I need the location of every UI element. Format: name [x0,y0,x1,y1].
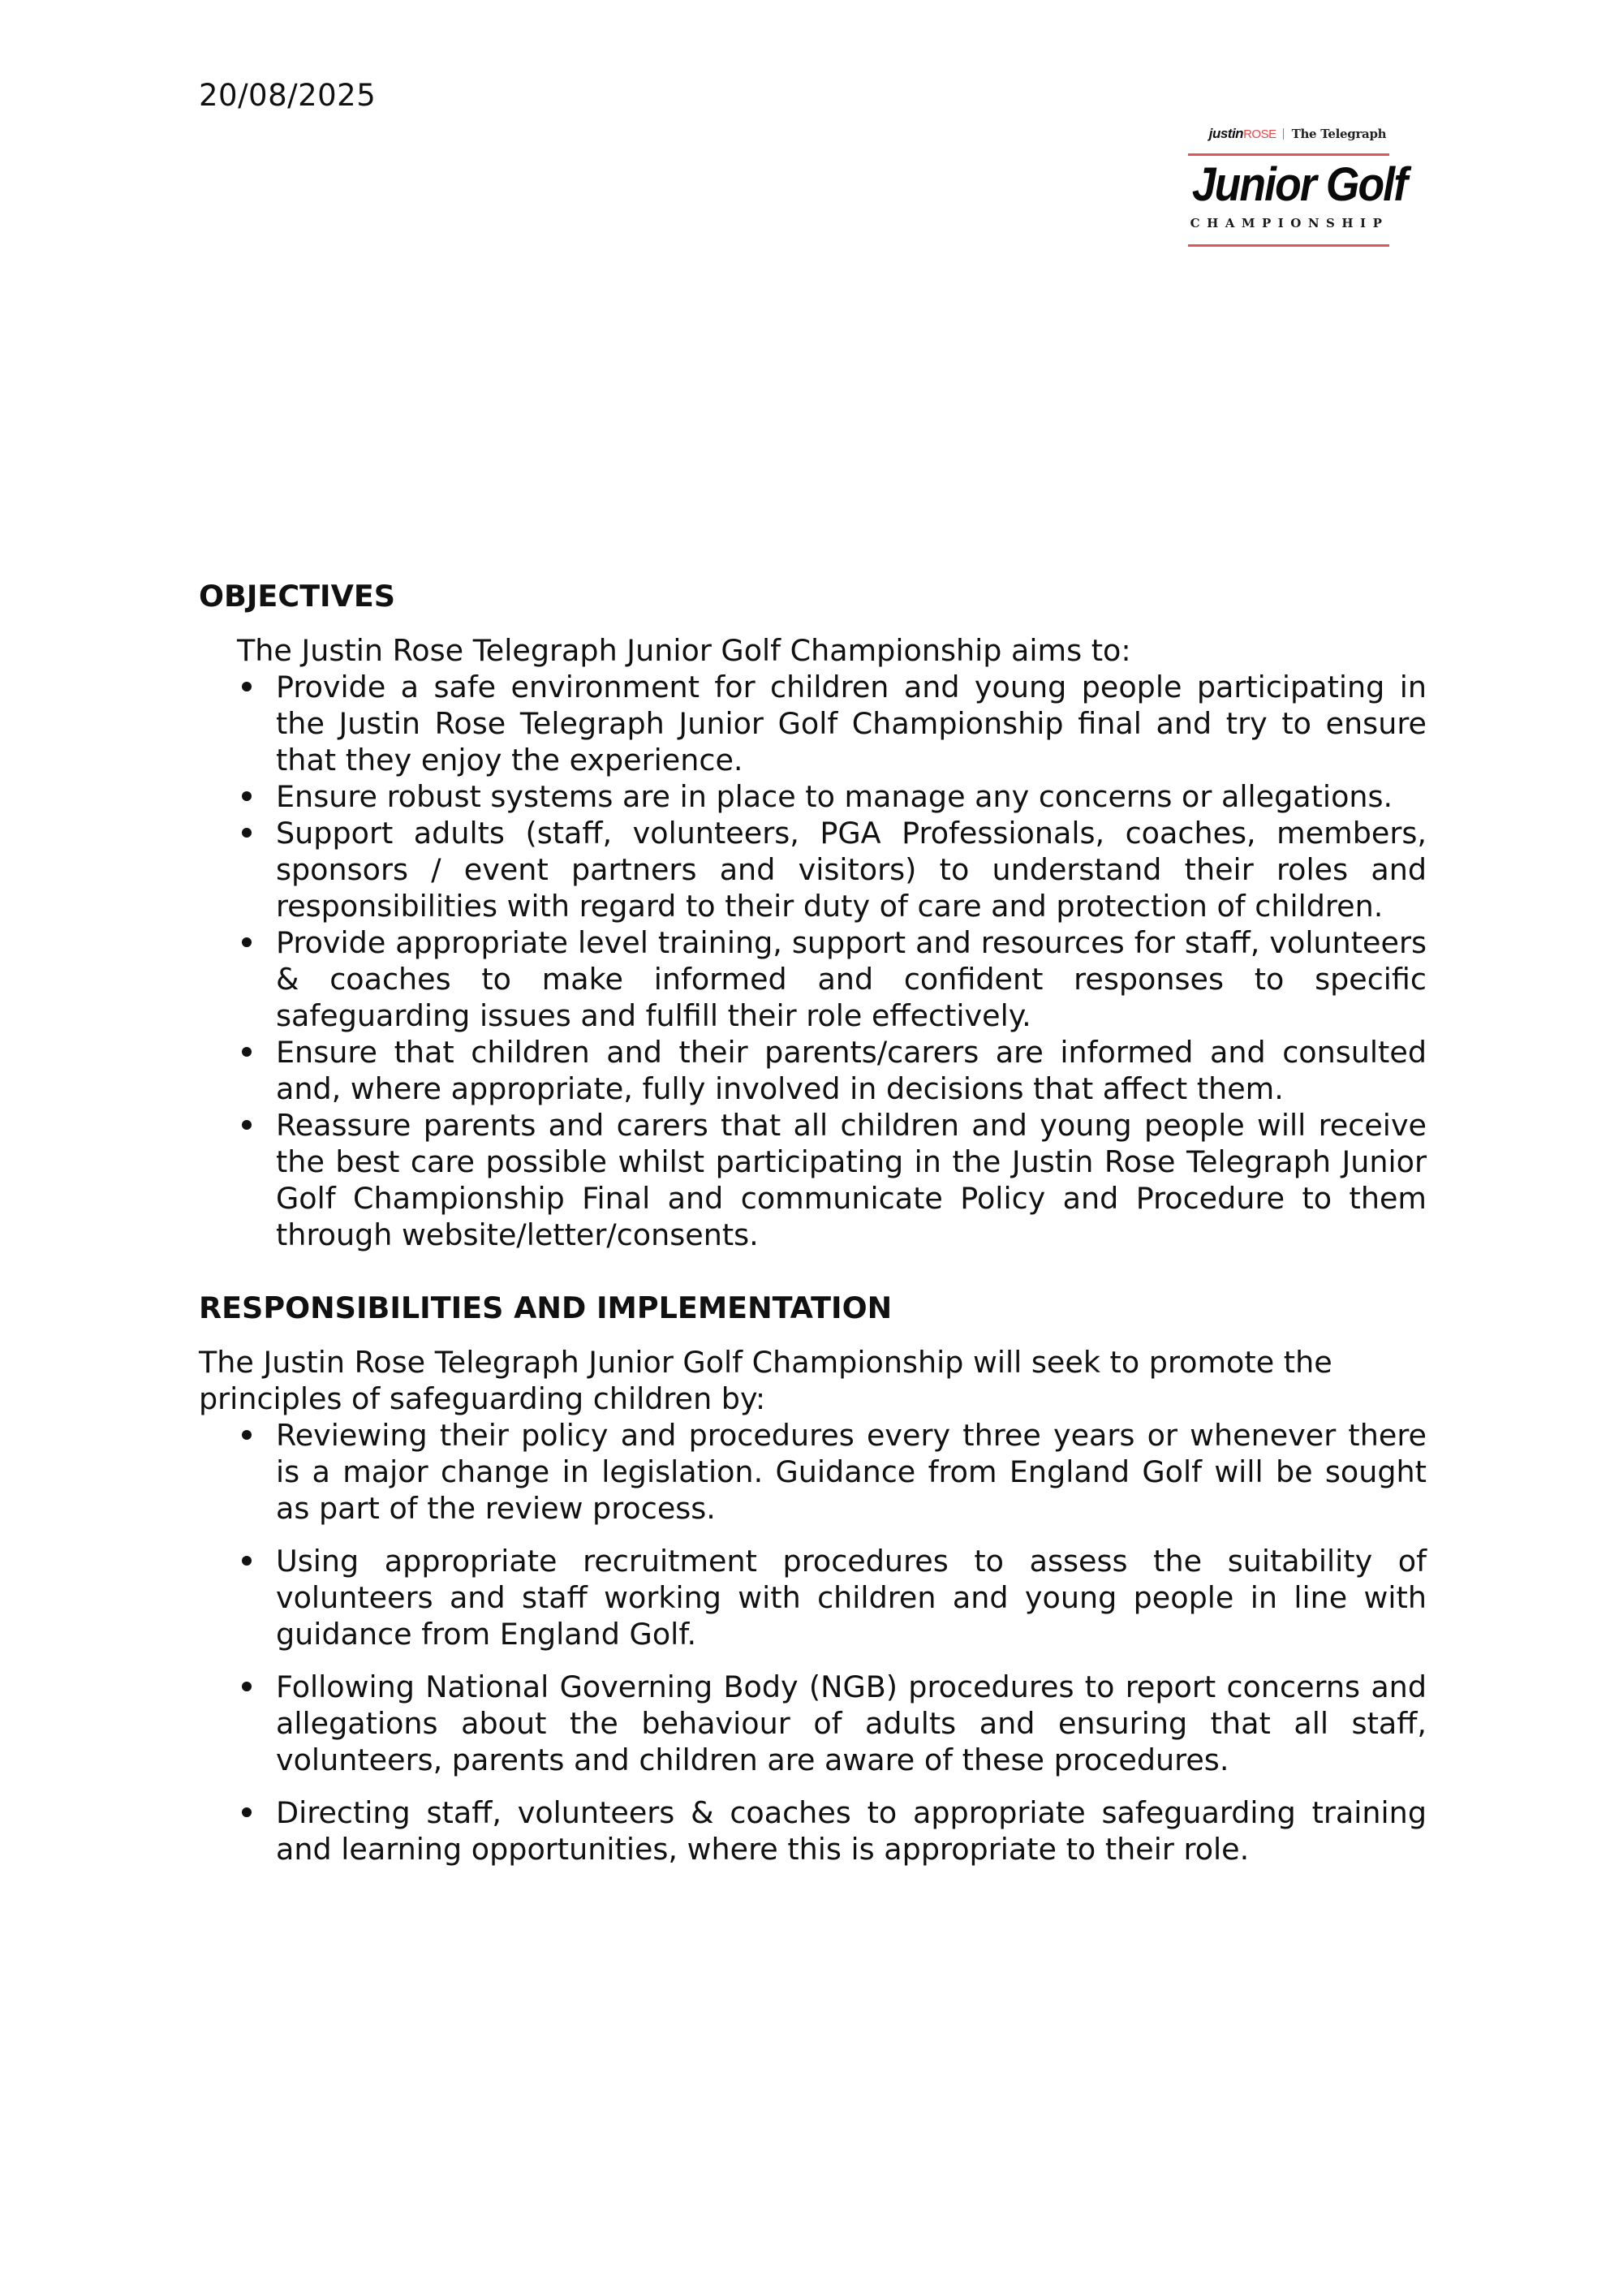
logo-separator [1283,128,1284,140]
bullet-icon [242,1120,252,1130]
list-item: Support adults (staff, volunteers, PGA Professionals, coaches, members, sponsors / event partners and visitors) to understand their roles and responsibilities with regard to their duty of care and protection of children. [199,815,1427,924]
list-item: Ensure that children and their parents/carers are informed and consulted and, where appropriate, fully involved in decisions that affect them. [199,1034,1427,1107]
section-intro: The Justin Rose Telegraph Junior Golf Championship aims to: [237,633,1131,668]
logo-subtitle: CHAMPIONSHIP [1190,216,1389,230]
section-heading: RESPONSIBILITIES AND IMPLEMENTATION [199,1290,893,1325]
bullet-icon [242,682,252,691]
section-intro: The Justin Rose Telegraph Junior Golf Championship will seek to promote the principles of safeguarding children by: [199,1345,1332,1416]
logo-rule-bottom [1188,244,1389,247]
bullet-icon [242,1430,252,1440]
junior-golf-championship-logo [1173,123,1425,253]
objectives-list [199,669,1427,1253]
bullet-icon [242,1807,252,1817]
section-heading: OBJECTIVES [199,579,396,614]
document-date: 20/08/2025 [199,78,377,113]
bullet-icon [242,828,252,838]
bullet-icon [242,791,252,801]
logo-rule-top [1188,153,1389,156]
responsibilities-list [199,1417,1427,1867]
list-item: Ensure robust systems are in place to manage any concerns or allegations. [199,778,1427,815]
logo-justin-text: justin [1208,126,1244,141]
list-item: Reviewing their policy and procedures every three years or whenever there is a major change in legislation. Guidance from England Golf will be sought as part of the review process. [199,1417,1427,1527]
bullet-icon [242,1682,252,1691]
bullet-icon [242,937,252,947]
logo-rose-text: ROSE [1243,127,1276,141]
document-body [199,578,1427,1867]
section-responsibilities [199,1290,1427,1867]
list-item: Reassure parents and carers that all children and young people will receive the best care possible whilst participating in the Justin Rose Telegraph Junior Golf Championship Final and communicate Policy and Procedure to them through website/letter/consents. [199,1107,1427,1253]
list-item: Using appropriate recruitment procedures to assess the suitability of volunteers and staff working with children and young people in line with guidance from England Golf. [199,1543,1427,1652]
list-item: Following National Governing Body (NGB) procedures to report concerns and allegations about the behaviour of adults and ensuring that all staff, volunteers, parents and children are aware of these procedures. [199,1669,1427,1778]
bullet-icon [242,1047,252,1057]
list-item: Provide appropriate level training, support and resources for staff, volunteers & coaches to make informed and confident responses to specific safeguarding issues and fulfill their role effectively. [199,924,1427,1034]
section-objectives [199,578,1427,1253]
list-item: Directing staff, volunteers & coaches to appropriate safeguarding training and learning opportunities, where this is appropriate to their role. [199,1794,1427,1867]
list-item: Provide a safe environment for children and young people participating in the Justin Rose Telegraph Junior Golf Championship final and try to ensure that they enjoy the experience. [199,669,1427,778]
logo-sponsor-row [1196,125,1399,143]
logo-title: Junior Golf [1191,158,1407,211]
bullet-icon [242,1556,252,1566]
logo-telegraph-text: The Telegraph [1291,127,1387,141]
